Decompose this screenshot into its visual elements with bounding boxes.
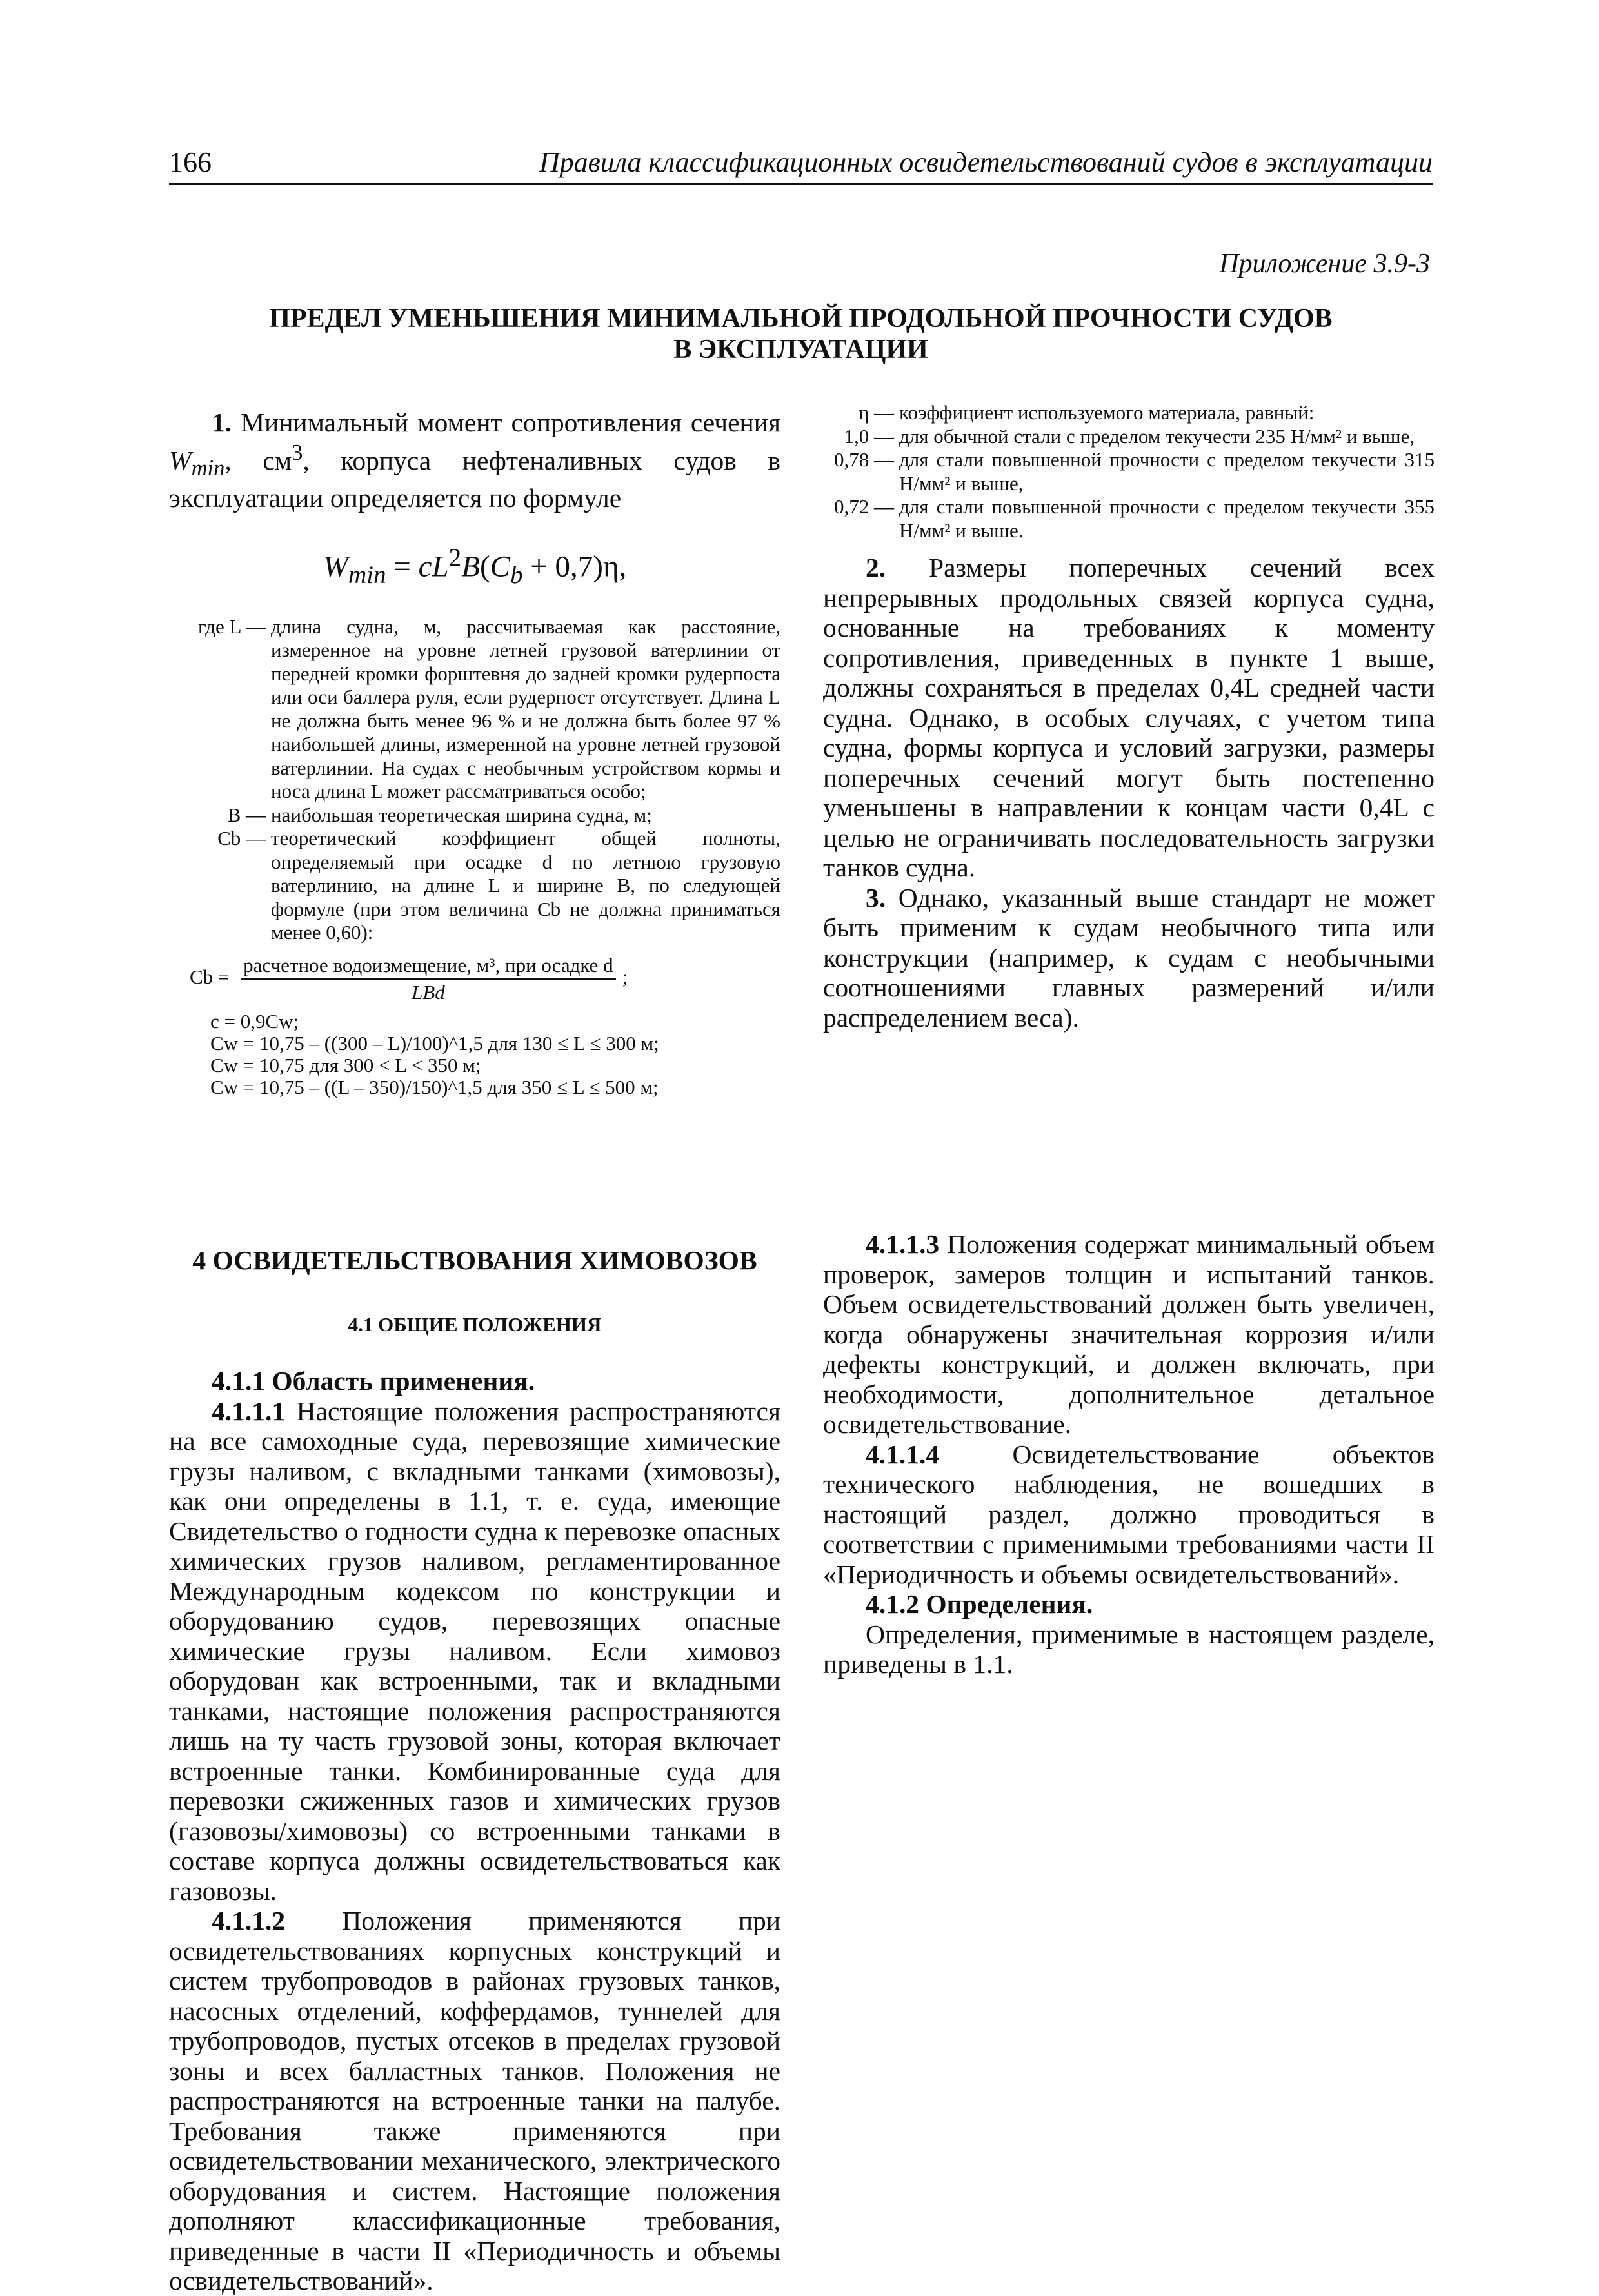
formula-line: c = 0,9Cw; [210,1009,299,1033]
page-number: 166 [169,146,212,178]
subsection-title: 4.1 ОБЩИЕ ПОЛОЖЕНИЯ [348,1313,602,1336]
paragraph-1: 1. Минимальный момент сопротивления сечения $W_{min}$, $см^3$, корпуса нефтеналивных судов в эксплуатации определяется по формуле [169,408,780,513]
upper-right-column [823,401,1435,1033]
formula-line: Cw = 10,75 – ((300 – L)/100)^1,5 для 130 ≤ L ≤ 300 м; [210,1031,659,1054]
definition-item: 1,0 — для обычной стали с пределом текучести 235 Н/мм² и выше, [844,424,1415,448]
title-line-2: В ЭКСПЛУАТАЦИИ [673,335,928,364]
running-title: Правила классификационных освидетельствований судов в эксплуатации [539,146,1433,178]
paragraph-3: 3. Однако, указанный выше стандарт не может быть применим к судам необычного типа или конструкции (например, к судам с необычными соотношениями главных размерений и/или распределением веса). [823,882,1435,1033]
coefficient-formulas [169,1011,780,1098]
definition-item: η — коэффициент используемого материала, равный: [859,401,1315,424]
title-line-1: ПРЕДЕЛ УМЕНЬШЕНИЯ МИНИМАЛЬНОЙ ПРОДОЛЬНОЙ ПРОЧНОСТИ СУДОВ [269,304,1333,333]
definition-item: 0,72 — для стали повышенной прочности с пределом текучести 355 Н/мм² и выше. [834,495,1435,542]
eta-definitions [823,401,1435,542]
header-rule [169,183,1433,185]
section4-right-column [823,1229,1435,1679]
definition-item: 0,78 — для стали повышенной прочности с пределом текучести 315 Н/мм² и выше, [834,448,1435,495]
main-formula: $W_{min} = cL^2B(C_b + 0,7)\eta$, [323,543,627,589]
cb-formula: Cb = $\frac{\text{расчетное водоизмещение, м³, при осадке d}}{\text{LBd}}$ ; [190,953,628,1004]
paragraph-4-1-2: Определения, применимые в настоящем разделе, приведены в 1.1. [823,1619,1435,1679]
formula-line: Cw = 10,75 – ((L – 350)/150)^1,5 для 350 ≤ L ≤ 500 м; [210,1075,659,1098]
heading-4-1-1: 4.1.1 Область применения. [212,1366,535,1396]
definition-item: Cb — теоретический коэффициент общей полноты, определяемый при осадке d по летнюю грузовую ватерлинию, на длине L и ширине B, по следующей формуле (при этом величина Cb не должна приниматься менее 0,60): [217,827,780,944]
definition-item: где L — длина судна, м, рассчитываемая как расстояние, измеренное на уровне летней грузовой ватерлинии от передней кромки форштевня до задней кромки рудерпоста или оси баллера руля, если рудерпост отсутствует. Длина L не должна быть менее 96 % и не должна быть более 97 % наибольшей длины, измеренной на уровне летней грузовой ватерлинии. На судах с необычным устройством кормы и носа длина L может рассматриваться особо; [198,615,780,803]
page-title [169,303,1433,365]
section-title: 4 ОСВИДЕТЕЛЬСТВОВАНИЯ ХИМОВОЗОВ [192,1245,757,1275]
paragraph-4-1-1-3: 4.1.1.3 Положения содержат минимальный объем проверок, замеров толщин и испытаний танков. Объем освидетельствований должен быть увеличен, когда обнаружены значительная коррозия и/или дефекты конструкций, и должен включать, при необходимости, дополнительное детальное освидетельствование. [823,1229,1435,1439]
heading-4-1-2: 4.1.2 Определения. [866,1589,1093,1619]
paragraph-4-1-1-1: 4.1.1.1 Настоящие положения распространяются на все самоходные суда, перевозящие химические грузы наливом, с вкладными танками (химовозы), как они определены в 1.1, т. е. суда, имеющие Свидетельство о годности судна к перевозке опасных химических грузов наливом, регламентированное Международным кодексом по конструкции и оборудованию судов, перевозящих опасные химические грузы наливом. Если химовоз оборудован как встроенными, так и вкладными танками, настоящие положения распространяются лишь на ту часть грузовой зоны, которая включает встроенные танки. Комбинированные суда для перевозки сжиженных газов и химических грузов (газовозы/химовозы) со встроенными танками в составе корпуса должны освидетельствоваться как газовозы. [169,1396,781,1906]
upper-left-column [169,408,780,1098]
section4-left-column [169,1245,780,2296]
paragraph-2: 2. Размеры поперечных сечений всех непрерывных продольных связей корпуса судна, основанные на требованиях к моменту сопротивления, приведенных в пункте 1 выше, должны сохраняться в пределах 0,4L средней части судна. Однако, в особых случаях, с учетом типа судна, формы корпуса и условий загрузки, размеры поперечных сечений могут быть постепенно уменьшены в направлении к концам части 0,4L с целью не ограничивать последовательность загрузки танков судна. [823,553,1435,882]
where-word: где [198,615,224,638]
formula-line: Cw = 10,75 для 300 < L < 350 м; [210,1053,481,1076]
appendix-label: Приложение 3.9-3 [1219,249,1430,279]
definitions-list [169,615,780,945]
paragraph-4-1-1-4: 4.1.1.4 Освидетельствование объектов технического наблюдения, не вошедших в настоящий раздел, должно проводиться в соответствии с применимыми требованиями части II «Периодичность и объемы освидетельствований». [823,1439,1435,1589]
definition-item: B — наибольшая теоретическая ширина судна, м; [227,803,652,826]
paragraph-4-1-1-2: 4.1.1.2 Положения применяются при освидетельствованиях корпусных конструкций и систем трубопроводов в районах грузовых танков, насосных отделений, коффердамов, туннелей для трубопроводов, пустых отсеков в пределах грузовой зоны и всех балластных танков. Положения не распространяются на встроенные танки на палубе. Требования также применяются при освидетельствовании механического, электрического оборудования и систем. Настоящие положения дополняют классификационные требования, приведенные в части II «Периодичность и объемы освидетельствований». [169,1906,781,2295]
